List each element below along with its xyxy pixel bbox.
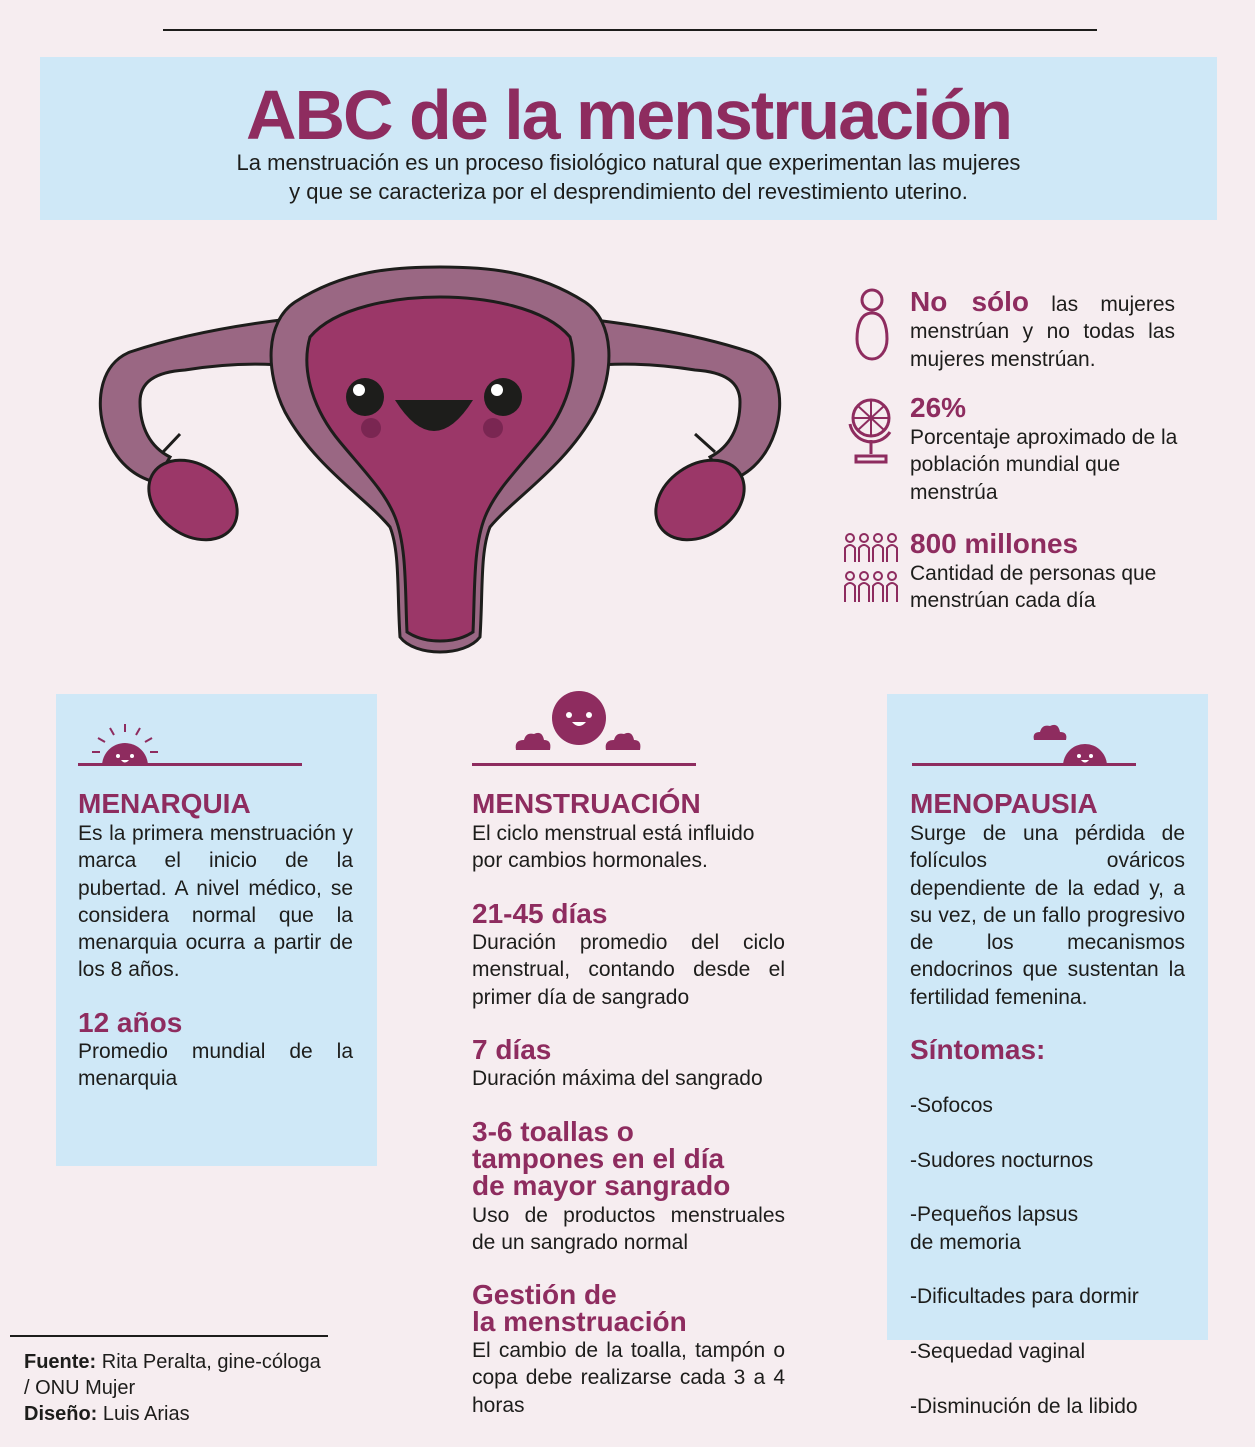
symptom-item: -Sudores nocturnos (910, 1148, 1094, 1172)
stat-800-highlight: 800 millones (910, 528, 1079, 559)
credits-divider (10, 1335, 328, 1337)
design-credit (24, 1401, 324, 1427)
source-label: Fuente: (24, 1351, 97, 1373)
header-banner (40, 57, 1217, 220)
stat-no-solo-text: las mujeres menstrúan y no todas las mujeres menstrúan. (910, 293, 1176, 371)
design-label: Diseño: (24, 1403, 98, 1425)
uterus-illustration (95, 262, 785, 672)
menarquia-text: Es la primera menstruación y marca el inicio de la pubertad. A nivel médico, se considera normal que la menarquia ocurra a partir de los 8 años. (78, 822, 353, 982)
sun-clouds-icon (512, 688, 647, 758)
stat-no-solo-highlight: No sólo (910, 286, 1030, 317)
menstruacion-rule (472, 763, 696, 766)
setting-sun-icon (1030, 716, 1120, 766)
menstruacion-item-2-text: Duración máxima del sangrado (472, 1067, 763, 1090)
stat-26-highlight: 26% (910, 392, 967, 423)
page-title: ABC de la menstruación (245, 76, 1012, 154)
menstruacion-item-4-text: El cambio de la toalla, tampón o copa debe realizarse cada 3 a 4 horas (472, 1339, 785, 1417)
right-eye (484, 378, 522, 416)
symptom-item: -Disminución de la libido (910, 1394, 1138, 1418)
menopausia-title: MENOPAUSIA (910, 788, 1098, 819)
subtitle-line-2: y que se caracteriza por el desprendimiento del revestimiento uterino. (289, 179, 968, 204)
menstruacion-item-1-text: Duración promedio del ciclo menstrual, contando desde el primer día de sangrado (472, 931, 785, 1009)
menstruacion-title: MENSTRUACIÓN (472, 788, 701, 819)
symptom-item: -Dificultades para dormir (910, 1285, 1139, 1309)
stat-26-text: Porcentaje aproximado de la población mundial que menstrúa (910, 426, 1178, 504)
symptoms-list (910, 1065, 1175, 1447)
menopausia-rule (912, 763, 1136, 766)
right-cheek (483, 418, 503, 438)
design-text: Luis Arias (102, 1403, 190, 1425)
symptom-item: -Pequeños lapsus de memoria (910, 1203, 1079, 1254)
crowd-icon (842, 532, 904, 606)
menopausia-text: Surge de una pérdida de folículos ováricos dependiente de la edad y, a su vez, de un fallo progresivo de los mecanismos endocrinos que sustentan la fertilidad femenina. (910, 822, 1185, 1009)
symptoms-title: Síntomas: (910, 1034, 1046, 1065)
stat-800-text: Cantidad de personas que menstrúan cada día (910, 562, 1157, 613)
menstruacion-item-3-text: Uso de productos menstruales de un sangrado normal (472, 1204, 785, 1255)
menstruacion-item-4-title: Gestión de la menstruación (472, 1279, 687, 1337)
menstruacion-item-2-title: 7 días (472, 1034, 552, 1065)
menarquia-rule (78, 763, 302, 766)
person-icon (852, 287, 892, 363)
left-cheek (361, 418, 381, 438)
left-eye (346, 378, 384, 416)
menarquia-title: MENARQUIA (78, 788, 251, 819)
source-credit (24, 1349, 324, 1401)
symptom-item: -Sofocos (910, 1094, 993, 1118)
top-divider (163, 29, 1097, 31)
menstruacion-item-3-title: 3-6 toallas o tampones en el día de mayor sangrado (472, 1116, 731, 1201)
source-text: Rita Peralta, gine-cóloga / ONU Mujer (24, 1351, 321, 1399)
stat-no-solo (910, 287, 1175, 373)
menstruacion-text: El ciclo menstrual está influido por cambios hormonales. (472, 822, 755, 873)
rising-sun-icon (90, 722, 160, 766)
credits (24, 1349, 324, 1427)
menarquia-stat-text: Promedio mundial de la menarquia (78, 1040, 353, 1091)
symptom-item: -Sequedad vaginal (910, 1339, 1086, 1363)
menstruacion-item-1-title: 21-45 días (472, 898, 608, 929)
subtitle (40, 148, 1217, 206)
subtitle-line-1: La menstruación es un proceso fisiológico natural que experimentan las mujeres (236, 150, 1021, 175)
menarquia-stat-title: 12 años (78, 1007, 183, 1038)
globe-icon (846, 392, 896, 470)
